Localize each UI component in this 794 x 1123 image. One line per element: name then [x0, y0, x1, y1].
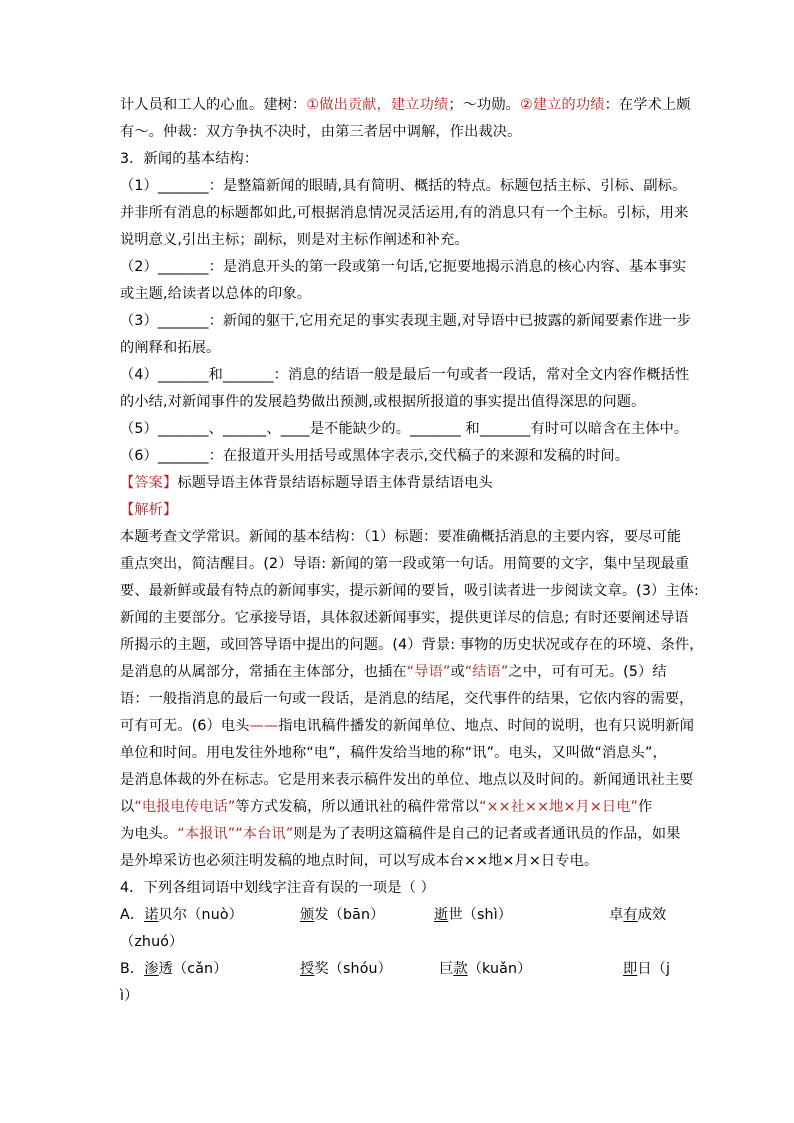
- item-number: （1）: [120, 178, 158, 194]
- analysis-line: [120, 659, 682, 686]
- option-b-word-2: [300, 956, 392, 983]
- red-text: ①做出贡献，建立功绩: [306, 97, 449, 113]
- text-segment: 贝尔（nuò）: [158, 907, 244, 923]
- analysis-line: 本题考查文学常识。新闻的基本结构：（1）标题：要准确概括消息的主要内容，要尽可能: [120, 529, 682, 545]
- underlined-char: 款: [453, 961, 468, 977]
- text-segment: 有时可以暗含在主体中。: [530, 421, 689, 437]
- option-b-continuation: ì）: [120, 988, 139, 1004]
- analysis-line: 所揭示的主题，或回答导语中提出的问题。(4）背景: 事物的历史状况或存在的环境、条件，: [120, 637, 704, 653]
- answer-blank: _______: [410, 421, 461, 437]
- q3-item-6: [120, 443, 682, 470]
- text-segment: 、: [208, 421, 223, 437]
- text-line: 并非所有消息的标题都如此,可根据消息情况灵活运用,有的消息只有一个主标。引标，用来: [120, 205, 689, 221]
- text-segment: 奖（shóu）: [314, 961, 393, 977]
- analysis-line: 是外埠采访也必须注明发稿的地点时间，可以写成本台××地×月×日专电。: [120, 853, 599, 869]
- analysis-line: 单位和时间。用电发往外地称“电”，稿件发给当地的称“讯”。电头，又叫做“消息头”，: [120, 745, 667, 761]
- answer-blank: _______: [157, 178, 209, 194]
- text-segment: 巨: [439, 961, 454, 977]
- red-text: “××社××地×月×日电”: [479, 799, 639, 815]
- answer-line: [120, 470, 682, 497]
- answer-blank: _______: [157, 448, 209, 464]
- option-b-row: [120, 956, 682, 983]
- item-number: （5）: [120, 421, 158, 437]
- red-text: “结语”: [464, 664, 509, 680]
- q3-item-3: [120, 308, 692, 335]
- option-b-word-4: [623, 956, 670, 983]
- text-segment: 以: [120, 799, 135, 815]
- option-a-continuation: （zhuó）: [120, 934, 184, 950]
- option-b-word-3: [439, 956, 531, 983]
- text-segment: ；～功勋。: [448, 97, 521, 113]
- text-segment: 和: [460, 421, 480, 437]
- red-text: ②建立的功绩: [520, 97, 605, 113]
- text-line: 或主题,给读者以总体的印象。: [120, 286, 312, 302]
- answer-blank: _______: [479, 421, 531, 437]
- text-segment: ：是整篇新闻的眼睛,具有简明、概括的特点。标题包括主标、引标、副标。: [208, 178, 687, 194]
- answer-blank: _______: [157, 259, 209, 275]
- text-line: 有～。仲裁：双方争执不决时，由第三者居中调解，作出裁决。: [120, 124, 522, 140]
- text-line: [120, 92, 691, 119]
- text-segment: ：在报道开头用括号或黑体字表示,交代稿子的来源和发稿的时间。: [208, 448, 630, 464]
- red-text: ——: [249, 718, 279, 734]
- text-segment: 是不能缺少的。: [309, 421, 411, 437]
- item-number: （2）: [120, 259, 158, 275]
- item-number: （6）: [120, 448, 158, 464]
- text-segment: ：是消息开头的第一段或第一句话,它扼要地揭示消息的核心内容、基本事实: [208, 259, 687, 275]
- text-segment: 发（bān）: [314, 907, 385, 923]
- text-segment: 作: [638, 799, 653, 815]
- underlined-char: 授: [300, 961, 315, 977]
- underlined-char: 渗: [144, 961, 159, 977]
- red-text: “本报讯”“本台讯”: [177, 826, 294, 842]
- underlined-char: 即: [623, 961, 638, 977]
- text-segment: 成效: [637, 907, 667, 923]
- analysis-line: 是消息体裁的外在标志。它是用来表示稿件发出的单位、地点以及时间的。新闻通讯社主要: [120, 772, 694, 788]
- answer-blank: _______: [157, 313, 209, 329]
- q3-item-4: [120, 362, 690, 389]
- item-number: （3）: [120, 313, 158, 329]
- q3-item-2: [120, 254, 687, 281]
- text-segment: 是消息的从属部分，常插在主体部分，也插在: [120, 664, 407, 680]
- q3-item-5: [120, 416, 689, 443]
- text-segment: 为电头。: [120, 826, 178, 842]
- text-segment: 和: [208, 367, 223, 383]
- red-text: “导语”: [406, 664, 451, 680]
- text-segment: （kuǎn）: [467, 961, 532, 977]
- underlined-char: 逝: [434, 907, 449, 923]
- option-a-word-3: [434, 902, 512, 929]
- option-a-word-4: [609, 902, 666, 929]
- underlined-char: 诺: [144, 907, 159, 923]
- analysis-line: 重点突出，简洁醒目。(2）导语: 新闻的第一段或第一句话。用简要的文字，集中呈现最重: [120, 556, 690, 572]
- answer-blank: _______: [157, 367, 209, 383]
- text-segment: ：消息的结语一般是最后一句或者一段话，常对全文内容作概括性: [273, 367, 690, 383]
- text-line: 的阐释和拓展。: [120, 340, 221, 356]
- text-segment: 卓: [609, 907, 624, 923]
- text-segment: 日（j: [637, 961, 671, 977]
- text-segment: ：在学术上颇: [604, 97, 691, 113]
- option-a-word-2: [300, 902, 385, 929]
- analysis-tag: 【解析】: [120, 502, 178, 518]
- text-segment: 可有可无。(6）电头: [120, 718, 250, 734]
- text-segment: 等方式发稿，所以通讯社的稿件常常以: [235, 799, 480, 815]
- q3-item-1: [120, 173, 687, 200]
- text-segment: 则是为了表明这篇稿件是自己的记者或者通讯员的作品，如果: [293, 826, 681, 842]
- question-4-title: 4．下列各组词语中划线字注音有误的一项是（ ）: [120, 880, 435, 896]
- text-segment: 指电讯稿件播发的新闻单位、地点、时间的说明，也有只说明新闻: [278, 718, 695, 734]
- text-line: 的小结,对新闻事件的发展趋势做出预测,或根据所报道的事实提出值得深思的问题。: [120, 394, 646, 410]
- option-label: B．: [120, 961, 145, 977]
- red-text: “电报电传电话”: [134, 799, 236, 815]
- answer-blank: ______: [222, 421, 267, 437]
- answer-blank: ____: [280, 421, 310, 437]
- text-segment: 计人员和工人的心血。建树：: [120, 97, 307, 113]
- analysis-line: [120, 821, 682, 848]
- text-line: 说明意义,引出主标；副标，则是对主标作阐述和补充。: [120, 232, 469, 248]
- analysis-line: 新闻的主要部分。它承接导语，具体叙述新闻事实，提供更详尽的信息; 有时还要阐述导语: [120, 610, 689, 626]
- text-segment: ：新闻的躯干,它用充足的事实表现主题,对导语中已披露的新闻要素作进一步: [208, 313, 692, 329]
- document-body: [120, 92, 704, 1010]
- option-a: [120, 902, 243, 929]
- answer-tag: 【答案】: [120, 475, 178, 491]
- question-3-title: 3．新闻的基本结构：: [120, 151, 259, 167]
- text-segment: 之中，可有可无。(5）结: [508, 664, 667, 680]
- underlined-char: 有: [623, 907, 638, 923]
- underlined-char: 颁: [300, 907, 315, 923]
- answer-text: 标题导语主体背景结语标题导语主体背景结语电头: [177, 475, 493, 491]
- text-segment: 世（shì）: [448, 907, 513, 923]
- text-segment: 透（cǎn）: [158, 961, 228, 977]
- answer-blank: _______: [222, 367, 274, 383]
- option-label: A．: [120, 907, 145, 923]
- option-b: [120, 956, 228, 983]
- analysis-line: [120, 713, 695, 740]
- text-segment: 或: [450, 664, 465, 680]
- analysis-line: 语：一般指消息的最后一句或一段话，是消息的结尾，交代事件的结果，它依内容的需要，: [120, 691, 694, 707]
- item-number: （4）: [120, 367, 158, 383]
- option-a-row: [120, 902, 682, 929]
- analysis-line: [120, 794, 682, 821]
- text-segment: 、: [266, 421, 281, 437]
- analysis-line: 要、最新鲜或最有特点的新闻事实，提示新闻的要旨，吸引读者进一步阅读文章。(3）主体:: [120, 583, 699, 599]
- answer-blank: _______: [157, 421, 209, 437]
